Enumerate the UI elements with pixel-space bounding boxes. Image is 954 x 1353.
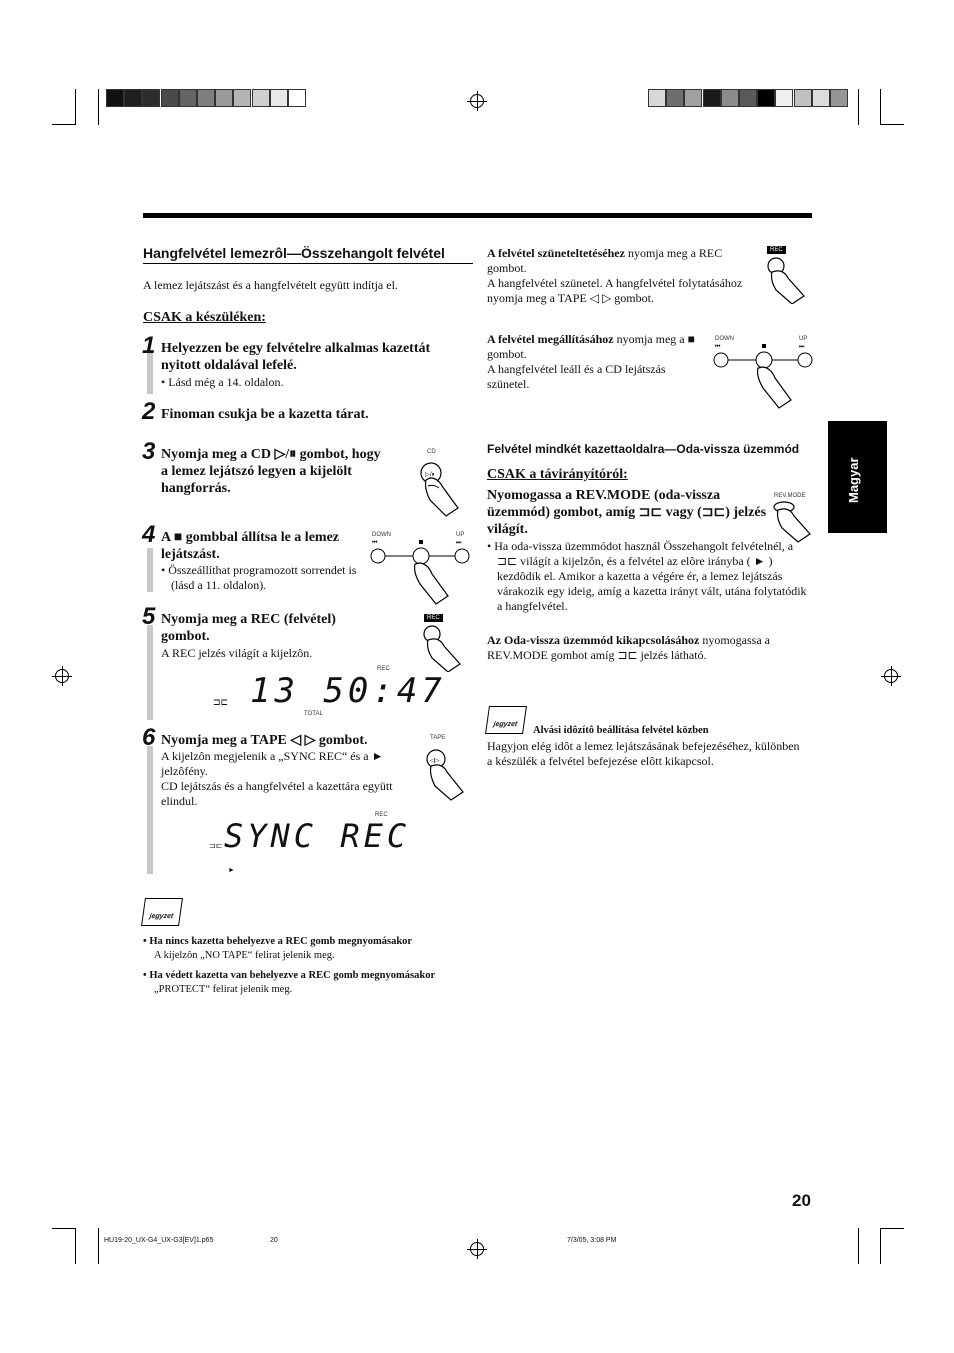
left-notes	[143, 935, 473, 997]
stop-button-illustration	[711, 342, 815, 412]
crop-mark	[880, 1228, 904, 1229]
color-swatch	[270, 89, 288, 107]
crop-mark	[858, 1228, 859, 1264]
registration-mark	[470, 1242, 484, 1256]
color-swatch	[252, 89, 270, 107]
up-label: UP	[456, 532, 465, 538]
crop-mark	[880, 124, 904, 125]
remote-only-label: CSAK a távirányítóról:	[487, 467, 628, 482]
crop-mark	[75, 1228, 76, 1264]
note-body: „PROTECT“ felirat jelenik meg.	[154, 984, 293, 995]
color-swatch	[721, 89, 739, 107]
only-unit-label: CSAK a készüléken:	[143, 310, 266, 325]
color-swatch	[703, 89, 721, 107]
step-bar	[147, 746, 153, 874]
down-label: DOWN	[372, 532, 391, 538]
revmode-label: REV.MODE	[774, 493, 806, 499]
intro-text: A lemez lejátszást és a hangfelvételt együtt indítja el.	[143, 278, 398, 292]
up-label: UP	[799, 336, 808, 342]
stop-paragraph: A felvétel megállításához nyomja meg a ■ gombot. A hangfelvétel leáll és a CD lejátszás szünetel.	[487, 332, 695, 391]
rec-label: REC	[767, 246, 786, 254]
color-swatch	[757, 89, 775, 107]
tape-label: TAPE	[430, 735, 446, 741]
rec-label: REC	[424, 614, 443, 622]
crop-mark	[98, 89, 99, 125]
jegyzet-icon	[141, 898, 183, 926]
step-title: Nyomja meg a CD ▷/⏸ gombot, hogy a lemez lejátszó legyen a kijelölt hangforrás.	[161, 447, 381, 496]
step-note: • Összeállíthat programozott sorrendet is (lásd a 11. oldalon).	[161, 563, 357, 592]
color-swatch	[684, 89, 702, 107]
color-swatch	[106, 89, 124, 107]
step-note: • Lásd még a 14. oldalon.	[161, 375, 284, 389]
stop-button-illustration	[368, 538, 472, 608]
step-number: 3	[142, 438, 156, 465]
footer-file: HU19-20_UX-G4_UX-G3[EV]1.p65	[104, 1237, 214, 1244]
svg-text:⏭: ⏭	[456, 539, 462, 546]
jegyzet-icon	[485, 706, 527, 734]
cd-label: CD	[427, 449, 436, 455]
cancel-paragraph: Az Oda-vissza üzemmód kikapcsolásához nyomogassa a REV.MODE gombot amíg ⊐⊏ jelzés látható.	[487, 633, 770, 662]
display-total-label: TOTAL	[304, 711, 323, 717]
step-title: Helyezzen be egy felvételre alkalmas kazettát nyitott oldalával lefelé.	[161, 341, 431, 373]
rec-button-illustration	[418, 622, 468, 672]
crop-mark	[52, 124, 76, 125]
rev-bullet: • Ha oda-vissza üzemmódot használ Összehangolt felvételnél, a ⊐⊏ világít a kijelzôn, és a felvétel az elôre irányba ( ► ) kezdôdik el. Amikor a kazetta a végére ér, a lemez lejátszás várakozik egy ideig, amíg a kazetta irányt vált, utána folytatódik a hangfelvétel.	[487, 539, 807, 613]
display-readout: 13 50:47	[250, 671, 446, 711]
step-number: 2	[142, 398, 156, 425]
play-indicator-icon: ►	[228, 866, 235, 874]
section-title: Hangfelvétel lemezrôl—Összehangolt felvétel	[143, 245, 473, 264]
revmode-button-illustration	[770, 500, 816, 544]
step-number: 4	[142, 521, 156, 548]
reverse-section-title: Felvétel mindkét kazettaoldalra—Oda-vissza üzemmód	[487, 442, 800, 456]
color-swatch	[775, 89, 793, 107]
top-rule	[143, 213, 812, 218]
svg-text:▷/⏸: ▷/⏸	[425, 471, 435, 478]
color-swatch	[648, 89, 666, 107]
step-bar	[147, 548, 153, 592]
rec-button-illustration	[762, 254, 812, 304]
color-swatch	[739, 89, 757, 107]
note-item	[143, 969, 473, 997]
display-rec-indicator: REC	[377, 666, 390, 672]
step-number: 6	[142, 724, 156, 751]
svg-text:⏮: ⏮	[372, 539, 378, 546]
pause-paragraph: A felvétel szüneteltetéséhez nyomja meg a REC gombot. A hangfelvétel szünetel. A hangfelvétel folytatásához nyomja meg a TAPE ◁ ▷ gombot.	[487, 246, 743, 305]
step-title: Finoman csukja be a kazetta tárat.	[161, 407, 369, 422]
reverse-mode-icon: ⊐⊏	[213, 697, 229, 707]
color-swatch	[215, 89, 233, 107]
registration-mark	[470, 94, 484, 108]
crop-mark	[75, 89, 76, 125]
color-swatch	[812, 89, 830, 107]
svg-text:⏮: ⏮	[715, 343, 721, 350]
display-readout: SYNC REC	[224, 817, 411, 855]
color-swatch	[124, 89, 142, 107]
rev-instruction: Nyomogassa a REV.MODE (oda-vissza üzemmód) gombot, amíg ⊐⊏ vagy (⊐⊏) jelzés világít.	[487, 488, 767, 537]
step-bar	[147, 625, 153, 720]
crop-mark	[98, 1228, 99, 1264]
color-swatch	[288, 89, 306, 107]
step-title: Nyomja meg a TAPE ◁ ▷ gombot.	[161, 733, 368, 748]
cd-button-illustration	[412, 458, 462, 518]
display-rec-indicator: REC	[375, 812, 388, 818]
registration-mark	[55, 669, 69, 683]
crop-mark	[880, 1228, 881, 1264]
note-item	[143, 935, 473, 963]
footer-page: 20	[270, 1237, 278, 1244]
color-swatch	[830, 89, 848, 107]
note-body: A kijelzôn „NO TAPE“ felirat jelenik meg.	[154, 950, 335, 961]
crop-mark	[52, 1228, 76, 1229]
color-swatch	[233, 89, 251, 107]
page-number: 20	[792, 1191, 811, 1210]
footer-date: 7/3/05, 3:08 PM	[567, 1237, 617, 1244]
step-title: A ■ gombbal állítsa le a lemez lejátszást.	[161, 530, 339, 562]
note-title: Alvási idôzítô beállítása felvétel közben	[533, 725, 709, 736]
note-title: • Ha védett kazetta van behelyezve a REC gomb megnyomásakor	[143, 970, 436, 981]
crop-mark	[858, 89, 859, 125]
step-note: A REC jelzés világít a kijelzôn.	[161, 646, 313, 660]
step-title: Nyomja meg a REC (felvétel) gombot.	[161, 612, 336, 644]
language-tab	[828, 421, 887, 533]
svg-text:◁▷: ◁▷	[430, 757, 440, 764]
svg-text:⏭: ⏭	[799, 343, 805, 350]
registration-mark	[884, 669, 898, 683]
color-swatch	[666, 89, 684, 107]
step-note: A kijelzôn megjelenik a „SYNC REC“ és a ► jelzôfény. CD lejátszás és a hangfelvétel a kazettára együtt elindul.	[161, 749, 393, 808]
jegyzet-icon-label: jegyzet	[493, 721, 518, 728]
reverse-mode-icon: ⊐⊏	[209, 841, 223, 850]
color-swatch	[794, 89, 812, 107]
color-swatch	[197, 89, 215, 107]
tape-button-illustration	[418, 744, 470, 802]
step-number: 5	[142, 603, 156, 630]
color-swatch	[142, 89, 160, 107]
note-title: • Ha nincs kazetta behelyezve a REC gomb megnyomásakor	[143, 936, 413, 947]
language-tab-label: Magyar	[846, 457, 861, 503]
jegyzet-icon-label: jegyzet	[149, 913, 174, 920]
down-label: DOWN	[715, 336, 734, 342]
crop-mark	[880, 89, 881, 125]
color-swatch	[161, 89, 179, 107]
note-body: Hagyjon elég idôt a lemez lejátszásának befejezéséhez, különben a készülék a felvétel befejezése elôtt kikapcsol.	[487, 739, 800, 768]
color-swatch	[179, 89, 197, 107]
step-number: 1	[142, 332, 156, 359]
